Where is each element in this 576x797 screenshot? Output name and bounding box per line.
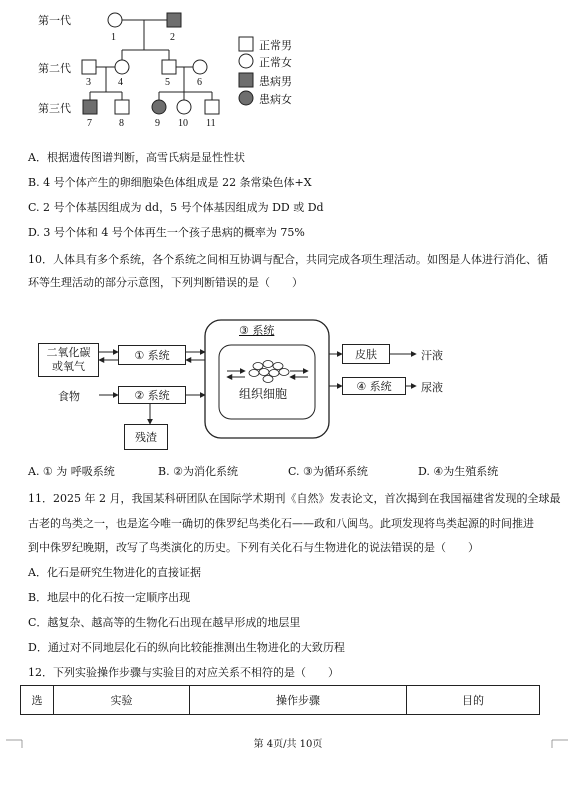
individual-4 (115, 60, 129, 74)
individual-1 (108, 13, 122, 27)
legend-affected-male-icon (239, 73, 253, 87)
number-label: 1 (111, 32, 116, 43)
number-label: 4 (118, 77, 123, 88)
skin-box: 皮肤 (342, 344, 390, 364)
generation-label-3: 第三代 (38, 102, 71, 115)
q9-option-d: D. 3 号个体和 4 号个体再生一个孩子患病的概率为 75% (28, 226, 305, 239)
legend-normal-male-icon (239, 37, 253, 51)
legend-normal-male: 正常男 (259, 39, 292, 52)
diagram-arrows (0, 300, 576, 460)
individual-8 (115, 100, 129, 114)
q10-stem-line2: 环等生理活动的部分示意图，下列判断错误的是（ ） (28, 276, 303, 289)
individual-5 (162, 60, 176, 74)
individual-11 (205, 100, 219, 114)
q9-option-b: B. 4 号个体产生的卵细胞染色体组成是 22 条常染色体+X (28, 176, 312, 189)
legend-affected-female: 患病女 (259, 93, 292, 106)
food-label: 食物 (58, 390, 80, 403)
q10-option-a: A. ① 为 呼吸系统 (28, 465, 115, 478)
q12-table (20, 685, 540, 715)
system-2-box: ② 系统 (118, 386, 186, 404)
q11-stem-line1: 11．2025 年 2 月，我国某科研团队在国际学术期刊《自然》发表论文，首次揭到在我国福建省发现的全球最 (28, 492, 561, 505)
number-label: 8 (119, 118, 124, 129)
table-header-row (21, 686, 540, 715)
number-label: 7 (87, 118, 92, 129)
individual-2 (167, 13, 181, 27)
q9-option-a: A．根据遗传图谱判断，高雪氏病是显性性状 (28, 151, 245, 164)
header-experiment: 实验 (54, 686, 190, 715)
generation-label-2: 第二代 (38, 62, 71, 75)
header-purpose: 目的 (407, 686, 540, 715)
co2-o2-box: 二氧化碳 或氧气 (38, 343, 99, 377)
system-4-box: ④ 系统 (342, 377, 406, 395)
q12-stem: 12．下列实验操作步骤与实验目的对应关系不相符的是（ ） (28, 666, 339, 679)
number-label: 11 (206, 118, 216, 129)
individual-3 (82, 60, 96, 74)
q11-option-a: A．化石是研究生物进化的直接证据 (28, 566, 201, 579)
number-label: 3 (86, 77, 91, 88)
q11-option-d: D．通过对不同地层化石的纵向比较能推测出生物进化的大致历程 (28, 641, 345, 654)
number-label: 6 (197, 77, 202, 88)
number-label: 5 (165, 77, 170, 88)
number-label: 9 (155, 118, 160, 129)
legend-affected-male: 患病男 (259, 75, 292, 88)
system-1-box: ① 系统 (118, 345, 186, 365)
header-option: 选 (21, 686, 54, 715)
system-3-label: ③ 系统 (239, 324, 275, 337)
tissue-cells-label: 组织细胞 (239, 387, 288, 401)
q11-option-c: C．越复杂、越高等的生物化石出现在越早形成的地层里 (28, 616, 301, 629)
q11-stem-line2: 古老的鸟类之一，也是迄今唯一确切的侏罗纪鸟类化石——政和八闽鸟。此项发现将鸟类起源的时间推进 (28, 517, 534, 530)
individual-9 (152, 100, 166, 114)
q11-stem-line3: 到中侏罗纪晚期，改写了鸟类演化的历史。下列有关化石与生物进化的说法错误的是（ ） (28, 541, 479, 554)
q9-option-c: C. 2 号个体基因组成为 dd，5 号个体基因组成为 DD 或 Dd (28, 201, 324, 214)
q10-stem-line1: 10．人体具有多个系统，各个系统之间相互协调与配合，共同完成各项生理活动。如图是人体进行消化、循 (28, 253, 548, 266)
legend-affected-female-icon (239, 91, 253, 105)
q10-option-d: D. ④为生殖系统 (418, 465, 499, 478)
q10-option-b: B. ②为消化系统 (158, 465, 238, 478)
individual-10 (177, 100, 191, 114)
page-footer: 第 4页/共 10页 (253, 739, 323, 750)
sweat-label: 汗液 (421, 349, 443, 362)
header-procedure: 操作步骤 (190, 686, 407, 715)
q10-option-c: C. ③为循环系统 (288, 465, 368, 478)
residue-box: 残渣 (124, 424, 168, 450)
individual-7 (83, 100, 97, 114)
q11-option-b: B．地层中的化石按一定顺序出现 (28, 591, 191, 604)
legend-normal-female: 正常女 (259, 56, 292, 69)
urine-label: 尿液 (421, 381, 443, 394)
individual-6 (193, 60, 207, 74)
number-label: 10 (178, 118, 188, 129)
legend-normal-female-icon (239, 54, 253, 68)
generation-label-1: 第一代 (38, 14, 71, 27)
number-label: 2 (170, 32, 175, 43)
